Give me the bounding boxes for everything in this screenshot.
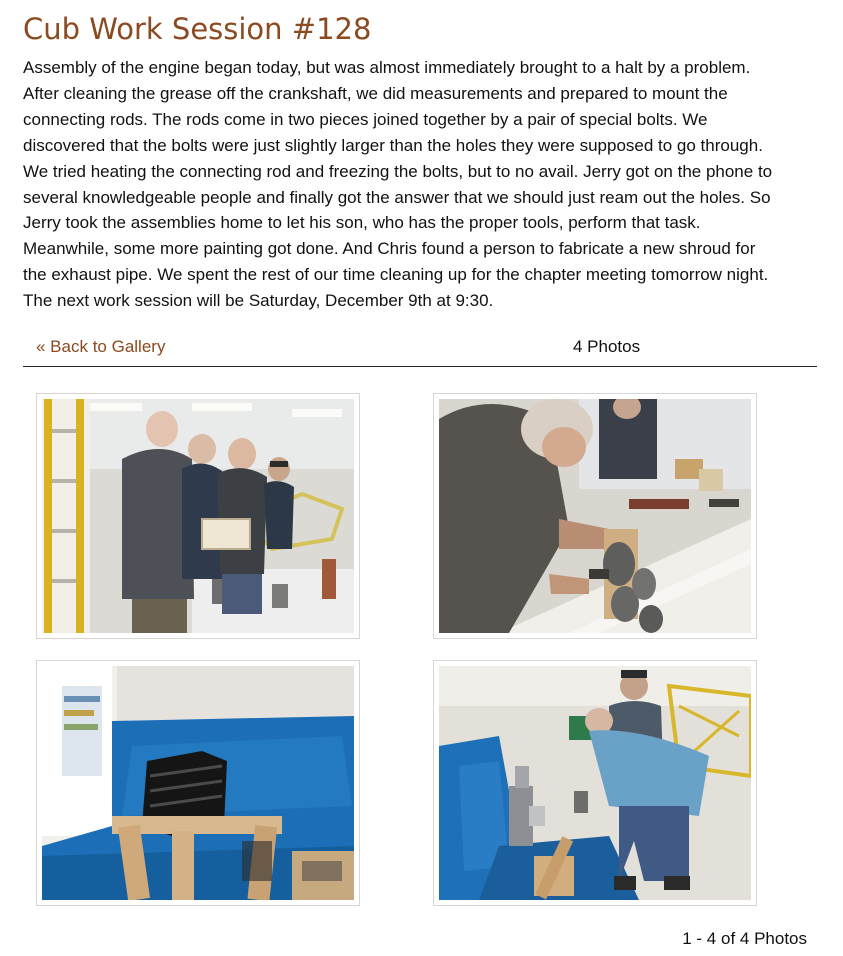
description-line: Meanwhile, some more painting got done. And Chris found a person to fabricate a new shroud for [23, 239, 756, 259]
photo-man-working-crankshaft [439, 399, 751, 633]
photo-thumbnail-2[interactable] [433, 393, 757, 639]
session-description [23, 55, 823, 314]
description-line: discovered that the bolts were just slightly larger than the holes they were supposed to go through. [23, 135, 763, 155]
description-line: the exhaust pipe. We spent the rest of our time cleaning up for the chapter meeting tomorrow night. [23, 265, 769, 285]
photo-thumbnail-1[interactable] [36, 393, 360, 639]
description-line: We tried heating the connecting rod and freezing the bolts, but to no avail. Jerry got on the phone to [23, 161, 773, 181]
description-line: connecting rods. The rods come in two pieces joined together by a pair of special bolts. We [23, 109, 708, 129]
photo-count: 4 Photos [573, 337, 641, 356]
photo-painted-part-on-stand [42, 666, 354, 900]
page-title: Cub Work Session #128 [23, 12, 372, 46]
description-line: The next work session will be Saturday, December 9th at 9:30. [23, 291, 494, 311]
gallery-toolbar [23, 333, 817, 367]
description-line: Jerry took the assemblies home to let his son, who has the proper tools, perform that task. [23, 213, 701, 233]
photo-men-spray-painting [439, 666, 751, 900]
photo-thumbnail-3[interactable] [36, 660, 360, 906]
description-line: After cleaning the grease off the crankshaft, we did measurements and prepared to mount the [23, 83, 728, 103]
description-line: several knowledgeable people and finally got the answer that we should just ream out the holes. So [23, 187, 771, 207]
photo-thumbnail-4[interactable] [433, 660, 757, 906]
description-line: Assembly of the engine began today, but was almost immediately brought to a halt by a problem. [23, 58, 751, 77]
photo-men-examining-parts [42, 399, 354, 633]
pagination-summary: 1 - 4 of 4 Photos [682, 929, 807, 948]
back-to-gallery-link[interactable]: « Back to Gallery [36, 337, 166, 356]
